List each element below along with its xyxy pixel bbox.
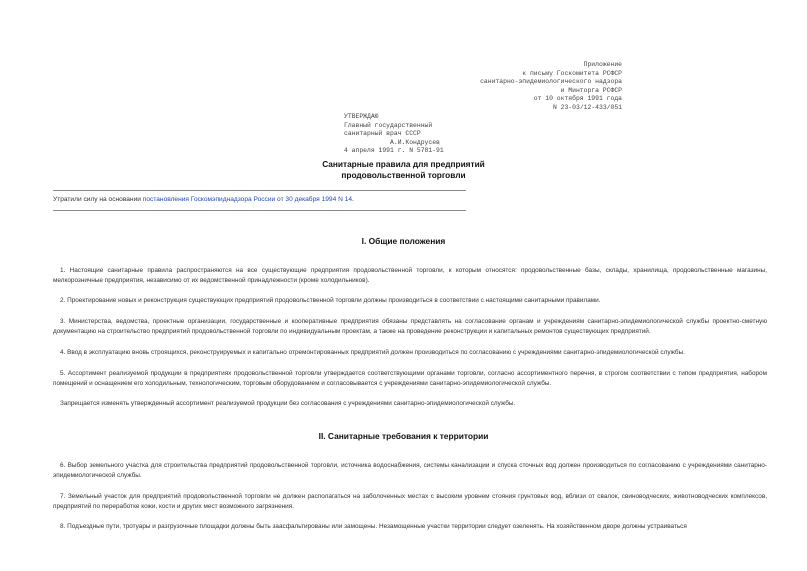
divider-top bbox=[53, 190, 466, 191]
repeal-prefix: Утратили силу на основании bbox=[53, 196, 143, 203]
section-heading-territory: II. Санитарные требования к территории bbox=[318, 431, 489, 441]
appendix-header bbox=[470, 61, 622, 113]
repeal-suffix: . bbox=[352, 196, 354, 203]
paragraph-6: 6. Выбор земельного участка для строительства предприятий продовольственной торговли, источника водоснабжения, системы канализации и спуска сточных вод должен производиться по согласованию с учреждениями санитарно-эпидемиологической службы. bbox=[53, 462, 767, 479]
appendix-line: и Минторга РСФСР bbox=[560, 86, 622, 94]
approval-block bbox=[344, 113, 544, 156]
paragraph-4: 4. Ввод в эксплуатацию вновь строящихся, реконструируемых и капитально отремонтированных предприятий должен производиться по согласованию с учреждениями санитарно-эпидемиологической службы. bbox=[60, 349, 685, 356]
paragraph-3: 3. Министерства, ведомства, проектные организации, государственные и кооперативные предприятия обязаны представлять на согласование органам и учреждениям санитарно-эпидемиологической службы проектно-сметную документацию на строительство предприятий продовольственной торговли по индивидуальным проектам, а также на проведение реконструкции и капитальных ремонтов существующих предприятий. bbox=[53, 318, 767, 335]
approval-line: Главный государственный bbox=[344, 121, 433, 129]
appendix-line: к письму Госкомитета РСФСР bbox=[522, 69, 622, 77]
paragraph-7: 7. Земельный участок для предприятий продовольственной торговли не должен располагаться на заболоченных местах с высоким уровнем стояния грунтовых вод, вблизи от свалок, свиноводческих, животноводческих комплексов, предприятий по переработке кожи, кости и других мест возможного загрязнения. bbox=[53, 493, 767, 510]
title-line-2: продовольственной торговли bbox=[341, 170, 466, 180]
title-line-1: Санитарные правила для предприятий bbox=[322, 159, 485, 169]
paragraph-2: 2. Проектирование новых и реконструкция существующих предприятий продовольственной торговли должны производиться в соответствии с настоящими санитарными правилами. bbox=[60, 297, 601, 304]
paragraph-5-note: Запрещается изменять утвержденный ассортимент реализуемой продукции без согласования с учреждениями санитарно-эпидемиологической службы. bbox=[60, 400, 516, 407]
appendix-line: от 10 октября 1991 года bbox=[533, 95, 622, 103]
approval-line: санитарный врач СССР bbox=[344, 130, 421, 138]
approval-line: 4 апреля 1991 г. N 5781-91 bbox=[344, 147, 444, 155]
appendix-line: санитарно-эпидемиологического надзора bbox=[480, 78, 622, 86]
repeal-link[interactable]: постановления Госкомэпиднадзора России от 30 декабря 1994 N 14 bbox=[142, 196, 353, 203]
repeal-notice bbox=[53, 195, 354, 204]
section-heading-general: I. Общие положения bbox=[361, 236, 446, 246]
appendix-line: N 23-03/12-433/051 bbox=[552, 103, 622, 111]
approval-line: УТВЕРЖДАЮ bbox=[344, 113, 379, 120]
appendix-line: Приложение bbox=[583, 61, 622, 68]
paragraph-1: 1. Настоящие санитарные правила распространяются на все существующие предприятия продовольственной торговли, к которым относятся: продовольственные базы, склады, хранилища, продовольственные магазины, мелкорозничные предприятия, независимо от их ведомственной принадлежности (кроме холодильников). bbox=[53, 267, 767, 284]
divider-bottom bbox=[53, 210, 466, 211]
document-title bbox=[250, 159, 557, 181]
paragraph-5: 5. Ассортимент реализуемой продукции в предприятиях продовольственной торговли утверждается соответствующими органами торговли, согласно ассортиментного перечня, в строгом соответствии с типом предприятия, набором помещений и оснащением его холодильным, технологическим, торговым оборудованием и согласовывается с учреждениями санитарно-эпидемиологической службы. bbox=[53, 370, 767, 387]
paragraph-8: 8. Подъездные пути, тротуары и разгрузочные площадки должны быть заасфальтированы или замощены. Незамощенные участки территории следует озеленять. На хозяйственном дворе должны устраиваться bbox=[60, 523, 687, 530]
approval-line: А.И.Кондрусев bbox=[344, 138, 440, 146]
